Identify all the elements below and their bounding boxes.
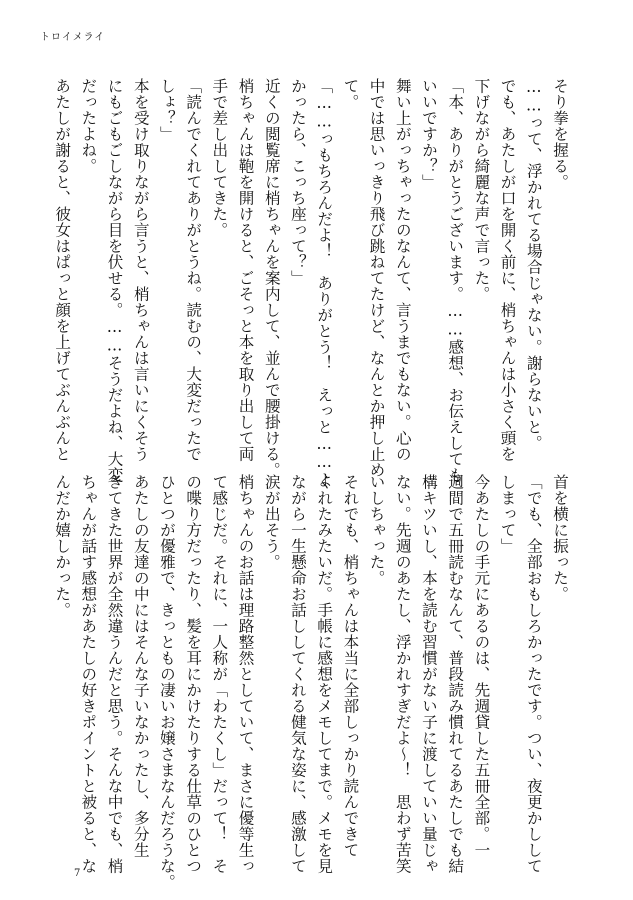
- text-line: しまって」: [498, 474, 517, 554]
- text-line: きてきた世界が全然違うんだと思う。そんな中でも、梢: [105, 474, 124, 874]
- text-line: それでも、梢ちゃんは本当に全部しっかり読んできて: [341, 474, 360, 858]
- text-line: あたしの友達の中にはそんな子いなかったし、多分生: [131, 474, 150, 858]
- text-line: 梢ちゃんは鞄を開けると、ごそっと本を取り出して両: [236, 78, 255, 462]
- text-line: 「読んでくれてありがとうね。読むの、大変だったで: [184, 78, 203, 462]
- text-line: 中では思いっきり飛び跳ねてたけど、なんとか押し止め: [367, 78, 386, 478]
- text-line: 週間で五冊読むなんて、普段読み慣れてるあたしでも結: [446, 474, 465, 874]
- text-line: 涙が出そう。: [262, 474, 281, 570]
- text-line: ちゃんが話す感想があたしの好きポイントと被ると、な: [79, 474, 98, 874]
- text-line: 近くの閲覧席に梢ちゃんを案内して、並んで腰掛ける。: [262, 78, 281, 478]
- text-line: いしちゃった。: [367, 474, 386, 586]
- text-line: にもごもごしながら目を伏せる。……そうだよね、大変: [105, 78, 124, 483]
- text-line: て感じだ。それに、一人称が「わたくし」だって！ そ: [210, 474, 229, 874]
- text-line: 手で差し出してきた。: [210, 78, 229, 238]
- text-line: 梢ちゃんのお話は理路整然としていて、まさに優等生っ: [236, 474, 255, 874]
- text-line: ない。先週のあたし、浮かれすぎだよ〜！ 思わず苦笑: [393, 474, 412, 874]
- text-line: ……って、浮かれてる場合じゃない。謝らないと。: [524, 78, 543, 451]
- page-number: 7: [74, 868, 81, 879]
- text-line: 首を横に振った。: [551, 474, 569, 602]
- text-line: くれたみたいだ。手帳に感想をメモしてまで。メモを見: [315, 474, 334, 874]
- text-line: いいですか？」: [419, 78, 438, 190]
- text-line: 今あたしの手元にあるのは、先週貸した五冊全部。一: [472, 474, 491, 858]
- text-block-bottom: [53, 474, 573, 890]
- text-line: でも、あたしが口を開く前に、梢ちゃんは小さく頭を: [498, 78, 517, 462]
- text-line: 「……っもちろんだよ！ ありがとう！ えっと……よ: [315, 78, 334, 488]
- text-line: しょ？」: [157, 78, 176, 142]
- text-line: 「でも、全部おもしろかったです。つい、夜更かしして: [524, 474, 543, 874]
- text-line: の喋り方だったり、髪を耳にかけたりする仕草のひとつ: [184, 474, 203, 874]
- text-line: 本を受け取りながら言うと、梢ちゃんは言いにくそう: [131, 78, 150, 462]
- text-line: ひとつが優雅で、きっともの凄いお嬢さまなんだろうな。: [157, 474, 176, 890]
- text-line: ながら一生懸命お話ししてくれる健気な姿に、感激して: [288, 474, 307, 874]
- text-line: 下げながら綺麗な声で言った。: [472, 78, 491, 302]
- text-line: あたしが謝ると、彼女はぱっと顔を上げてぶんぶんと: [53, 78, 72, 462]
- text-line: んだか嬉しかった。: [53, 474, 72, 618]
- running-title: トロイメライ: [40, 32, 106, 43]
- text-line: かったら、こっち座って？」: [288, 78, 307, 286]
- text-line: そり拳を握る。: [551, 78, 569, 190]
- text-line: 構キツいし、本を読む習慣がない子に渡していい量じゃ: [419, 474, 438, 874]
- text-line: だったよね。: [79, 78, 98, 174]
- text-block-top: [53, 78, 573, 488]
- text-line: 「本、ありがとうございます。……感想、お伝えしても: [446, 78, 465, 483]
- text-line: 舞い上がっちゃったのなんて、言うまでもない。心の: [393, 78, 412, 462]
- text-line: て。: [341, 78, 360, 110]
